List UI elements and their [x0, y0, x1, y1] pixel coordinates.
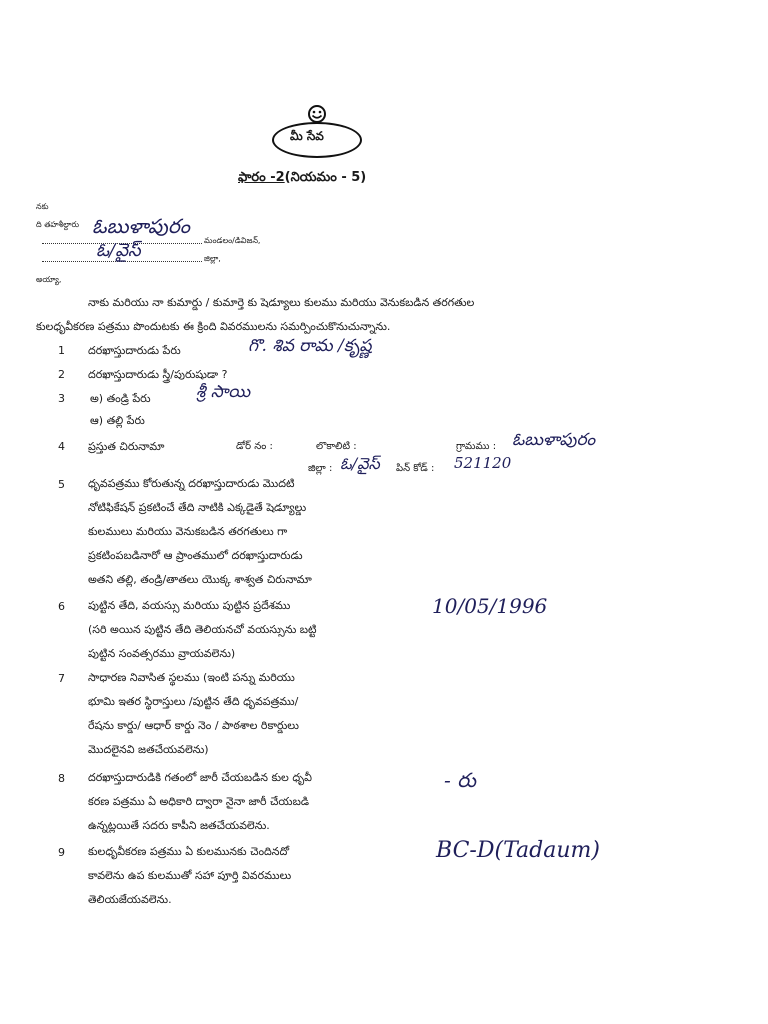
q8-number: 8	[58, 772, 65, 785]
q8-line: ఉన్నట్లయితే సదరు కాపీని జతచేయవలెను.	[88, 819, 270, 832]
village-label: గ్రామము :	[456, 441, 497, 452]
village-handwritten: ఓబుళాపురం	[512, 430, 596, 450]
q8-text	[88, 766, 312, 838]
q7-line: రేషను కార్డు/ ఆధార్ కార్డు నెం / పాఠశాల రికార్డులు	[88, 719, 299, 732]
q6-number: 6	[58, 600, 65, 613]
pincode-label: పిన్ కోడ్ :	[396, 463, 435, 474]
q5-line: ధృవపత్రము కోరుతున్న దరఖాస్తుదారుడు మొదటి	[88, 477, 295, 490]
q2-label: దరఖాస్తుదారుడు స్త్రీ/పురుషుడా ?	[88, 368, 228, 381]
q4-label: ప్రస్తుత చిరునామా	[88, 440, 165, 453]
mee-seva-logo	[268, 102, 364, 158]
q1-number: 1	[58, 344, 65, 357]
address-designation: ది తహశీల్దారు	[36, 220, 79, 229]
q5-line: కులములు మరియు వెనుకబడిన తరగతులు గా	[88, 525, 288, 538]
salutation: అయ్యా,	[36, 275, 62, 284]
q7-line: భూమి ఇతర స్థిరాస్తులు /పుట్టిన తేది ధృవపత్రము/	[88, 695, 299, 708]
q5-number: 5	[58, 478, 65, 491]
address-district-handwritten: ఓ/వైస్	[340, 454, 380, 473]
name-handwritten: గొ. శివ రామ /కృష్ణ	[248, 336, 372, 356]
q5-text	[88, 472, 312, 592]
intro-line-1: నాకు మరియు నా కుమార్డు / కుమార్తె కు షెడ్యూలు కులము మరియు వెనుకబడిన తరగతుల	[88, 296, 475, 309]
q6-line: పుట్టిన సంవత్సరము వ్రాయవలెను)	[88, 647, 236, 660]
q6-line: పుట్టిన తేది, వయస్సు మరియు పుట్టిన ప్రదేశము	[88, 599, 291, 612]
q6-line: (సరి అయిన పుట్టిన తేది తెలియనచో వయస్సును బట్టి	[88, 623, 317, 636]
mandal-label: మండలం/డివిజన్,	[204, 236, 261, 245]
q7-text	[88, 666, 299, 762]
q6-text	[88, 594, 317, 666]
q3-mother-label: ఆ) తల్లి పేరు	[90, 414, 145, 427]
q9-line: కావలెను ఉప కులముతో సహా పూర్తి వివరములు	[88, 869, 292, 882]
pincode-handwritten: 521120	[454, 454, 512, 472]
q5-line: ప్రకటింపబడినారో ఆ ప్రాంతములో దరఖాస్తుదారుడు	[88, 549, 303, 562]
q3-number: 3	[58, 392, 65, 405]
door-label: డోర్ నం :	[236, 441, 273, 452]
district-label: జిల్లా,	[204, 254, 221, 263]
dob-handwritten: 10/05/1996	[432, 594, 548, 618]
form-rule: (నియమం - 5)	[284, 170, 367, 185]
q2-number: 2	[58, 368, 65, 381]
district-handwritten: ఓ/వైస్	[96, 240, 141, 261]
q9-line: కులధృవీకరణ పత్రము ఏ కులమునకు చెందినదో	[88, 845, 290, 858]
previous-certificate-handwritten: - రు	[444, 768, 476, 792]
q9-text	[88, 840, 291, 912]
logo-text: మీ సేవ	[290, 129, 324, 143]
locality-label: లొకాలిటి :	[316, 441, 357, 452]
q3-father-label: అ) తండ్రి పేరు	[90, 392, 151, 405]
mandal-handwritten: ఓబుళాపురం	[92, 214, 190, 238]
q8-line: దరఖాస్తుదారుడికి గతంలో జారీ చేయబడిన కుల ధృవీ	[88, 771, 313, 784]
q7-number: 7	[58, 672, 65, 685]
q9-line: తెలియజేయవలెను.	[88, 893, 172, 906]
address-to: నకు	[36, 202, 49, 211]
q9-number: 9	[58, 846, 65, 859]
q8-line: కరణ పత్రము ఏ అధికారి ద్వారా నైనా జారీ చేయబడి	[88, 795, 309, 808]
q7-line: మొదలైనవి జతచేయవలెను)	[88, 743, 209, 756]
form-title	[238, 170, 366, 188]
q4-number: 4	[58, 440, 65, 453]
father-handwritten: శ్రీ సాయి	[196, 382, 251, 402]
q5-line: అతని తల్లి, తండ్రి/తాతలు యొక్క శాశ్వత చిరునామా	[88, 573, 312, 586]
q5-line: నోటిఫికేషన్ ప్రకటించే తేది నాటికి ఎక్కడైతే షెడ్యూల్డు	[88, 501, 307, 514]
q1-label: దరఖాస్తుదారుడు పేరు	[88, 344, 181, 357]
form-number: ఫారం -2	[238, 170, 285, 185]
caste-handwritten: BC-D(Tadaum)	[436, 838, 600, 863]
address-district-label: జిల్లా :	[308, 463, 333, 474]
q7-line: సాధారణ నివాసిత స్థలము (ఇంటి పన్ను మరియు	[88, 671, 295, 684]
smiley-icon	[306, 104, 328, 124]
intro-line-2: కులధృవీకరణ పత్రము పొందుటకు ఈ క్రింది వివరములను సమర్పించుకొనుచున్నాను.	[36, 320, 391, 333]
